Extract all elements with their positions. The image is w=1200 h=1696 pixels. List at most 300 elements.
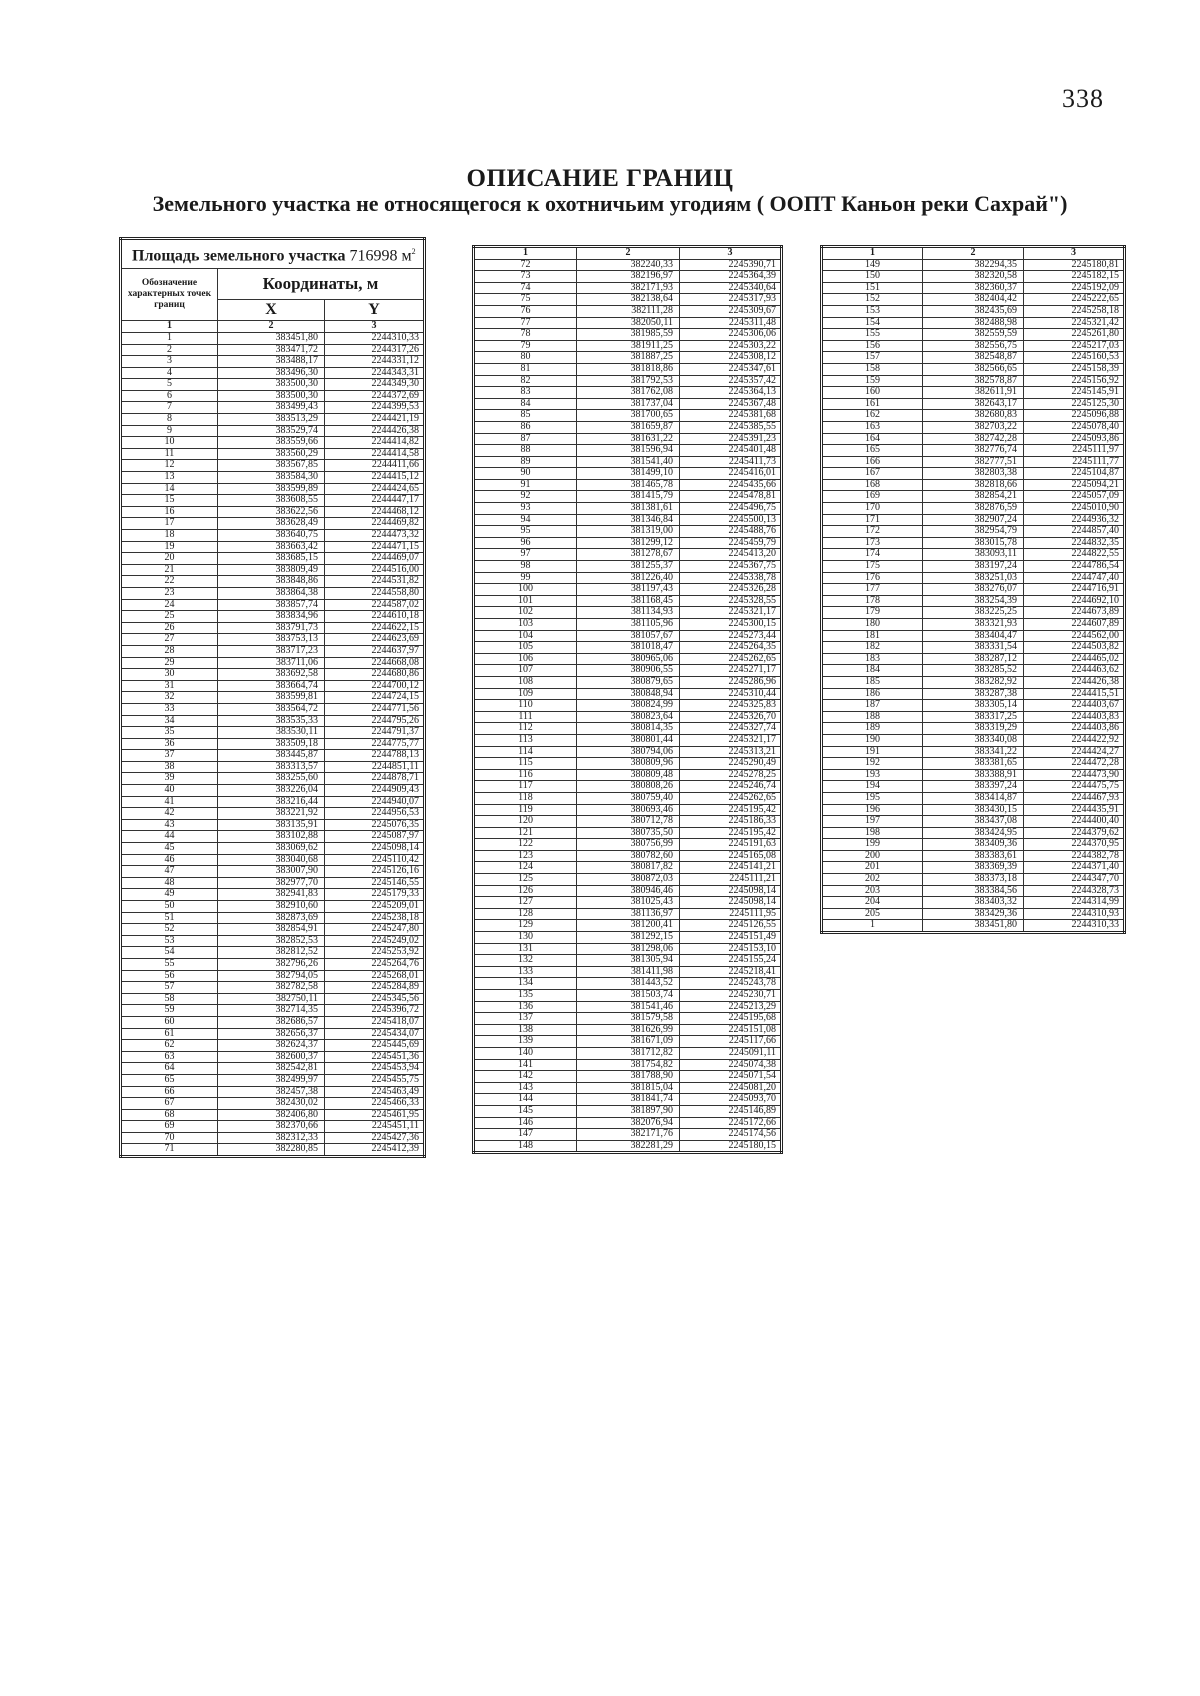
x-coordinate: 381197,43 [577,584,680,596]
y-coordinate: 2244622,15 [325,622,425,634]
x-coordinate: 381503,74 [577,990,680,1002]
table-row [121,738,425,750]
table-row [121,750,425,762]
table-row [474,758,782,770]
y-coordinate: 2245057,09 [1024,491,1125,503]
y-coordinate: 2244724,15 [325,692,425,704]
table-row [474,816,782,828]
table-row [822,363,1125,375]
x-coordinate: 383560,29 [217,448,324,460]
y-coordinate: 2245195,68 [680,1013,782,1025]
x-coordinate: 382578,87 [923,375,1024,387]
table-row [121,1063,425,1075]
table-row [121,611,425,623]
y-coordinate: 2245435,66 [680,479,782,491]
x-coordinate: 381411,98 [577,966,680,978]
point-number: 166 [822,456,923,468]
table-row [474,862,782,874]
y-coordinate: 2245427,36 [325,1132,425,1144]
x-coordinate: 381897,90 [577,1105,680,1117]
point-number: 89 [474,456,577,468]
table-row [121,645,425,657]
x-coordinate: 382643,17 [923,398,1024,410]
table-row [474,676,782,688]
table-row [822,920,1125,933]
point-number: 194 [822,781,923,793]
point-number: 195 [822,792,923,804]
x-coordinate: 382941,83 [217,889,324,901]
y-coordinate: 2245264,35 [680,642,782,654]
table-row [474,1059,782,1071]
table-row [121,483,425,495]
table-row [121,843,425,855]
point-number: 99 [474,572,577,584]
table-row [474,943,782,955]
table-row [822,271,1125,283]
table-row [121,414,425,426]
x-coordinate: 383559,66 [217,437,324,449]
area-label: Площадь земельного участка [132,247,346,265]
table-row [474,584,782,596]
table-row [121,924,425,936]
y-coordinate: 2244465,02 [1024,653,1125,665]
point-number: 42 [121,808,218,820]
table-row [822,595,1125,607]
table-row [121,541,425,553]
x-coordinate: 382776,74 [923,445,1024,457]
point-number: 38 [121,761,218,773]
table-row [822,375,1125,387]
x-coordinate: 383500,30 [217,390,324,402]
x-coordinate: 382435,69 [923,305,1024,317]
point-number: 203 [822,885,923,897]
table-row [474,549,782,561]
y-coordinate: 2245074,38 [680,1059,782,1071]
point-number: 75 [474,294,577,306]
table-row [822,317,1125,329]
table-row [822,676,1125,688]
y-coordinate: 2245195,42 [680,804,782,816]
x-coordinate: 383341,22 [923,746,1024,758]
point-number: 5 [121,379,218,391]
x-coordinate: 381887,25 [577,352,680,364]
y-coordinate: 2245463,49 [325,1086,425,1098]
table-row [822,665,1125,677]
point-number: 155 [822,329,923,341]
x-coordinate: 381134,93 [577,607,680,619]
y-coordinate: 2245246,74 [680,781,782,793]
x-coordinate: 382742,28 [923,433,1024,445]
y-coordinate: 2244822,55 [1024,549,1125,561]
y-coordinate: 2245303,22 [680,340,782,352]
x-coordinate: 381226,40 [577,572,680,584]
table-row [121,877,425,889]
x-coordinate: 380735,50 [577,827,680,839]
table-row [474,1047,782,1059]
point-number: 65 [121,1074,218,1086]
x-coordinate: 381659,87 [577,421,680,433]
table-row [474,329,782,341]
x-coordinate: 383564,72 [217,703,324,715]
y-coordinate: 2244791,37 [325,727,425,739]
x-coordinate: 383093,11 [923,549,1024,561]
table-row [474,514,782,526]
x-coordinate: 383529,74 [217,425,324,437]
x-coordinate: 382542,81 [217,1063,324,1075]
x-coordinate: 382404,42 [923,294,1024,306]
y-coordinate: 2244372,69 [325,390,425,402]
y-coordinate: 2244403,83 [1024,711,1125,723]
x-coordinate: 381631,22 [577,433,680,445]
point-number: 128 [474,908,577,920]
table-row [121,599,425,611]
point-number: 193 [822,769,923,781]
table-row [474,572,782,584]
x-coordinate: 383451,80 [923,920,1024,933]
point-number: 28 [121,645,218,657]
y-coordinate: 2245096,88 [1024,410,1125,422]
y-coordinate: 2245271,17 [680,665,782,677]
point-number: 178 [822,595,923,607]
x-coordinate: 382556,75 [923,340,1024,352]
point-number: 134 [474,978,577,990]
x-coordinate: 383445,87 [217,750,324,762]
point-number: 35 [121,727,218,739]
table-row [121,1086,425,1098]
y-coordinate: 2244426,38 [1024,676,1125,688]
y-coordinate: 2245313,21 [680,746,782,758]
table-row [121,854,425,866]
y-coordinate: 2244310,33 [325,332,425,344]
table-row [822,294,1125,306]
table-row [121,518,425,530]
y-coordinate: 2245098,14 [325,843,425,855]
table-row [474,827,782,839]
point-number: 72 [474,259,577,271]
x-coordinate: 383340,08 [923,734,1024,746]
point-number: 175 [822,561,923,573]
y-coordinate: 2244424,65 [325,483,425,495]
y-coordinate: 2245413,20 [680,549,782,561]
y-coordinate: 2244400,40 [1024,816,1125,828]
point-number: 192 [822,758,923,770]
x-coordinate: 383608,55 [217,495,324,507]
table-row [121,680,425,692]
table-row [474,363,782,375]
table-row [822,479,1125,491]
coordinates-table-1 [119,237,426,1158]
table-row [474,352,782,364]
x-coordinate: 382138,64 [577,294,680,306]
point-number: 87 [474,433,577,445]
table-row [474,1071,782,1083]
point-number: 100 [474,584,577,596]
x-coordinate: 382360,37 [923,282,1024,294]
y-coordinate: 2245141,21 [680,862,782,874]
x-coordinate: 382281,29 [577,1140,680,1153]
y-coordinate: 2245321,17 [680,607,782,619]
table-row [822,908,1125,920]
table-row [474,897,782,909]
x-coordinate: 382240,33 [577,259,680,271]
table-row [474,723,782,735]
y-coordinate: 2245434,07 [325,1028,425,1040]
y-coordinate: 2245310,44 [680,688,782,700]
y-coordinate: 2244473,90 [1024,769,1125,781]
table-row [822,526,1125,538]
table-row [121,785,425,797]
y-coordinate: 2245191,63 [680,839,782,851]
point-number: 71 [121,1144,218,1157]
table-row [121,958,425,970]
table-row [474,630,782,642]
table-row [474,932,782,944]
point-number: 180 [822,619,923,631]
x-coordinate: 381415,79 [577,491,680,503]
x-coordinate: 380872,03 [577,874,680,886]
x-coordinate: 382430,02 [217,1098,324,1110]
y-coordinate: 2244771,56 [325,703,425,715]
table-row [121,553,425,565]
y-coordinate: 2245172,66 [680,1117,782,1129]
y-coordinate: 2245412,39 [325,1144,425,1157]
table-row [474,1013,782,1025]
point-number: 135 [474,990,577,1002]
point-number: 164 [822,433,923,445]
table-row [121,564,425,576]
y-header: Y [325,300,425,321]
point-number: 140 [474,1047,577,1059]
x-coordinate: 382876,59 [923,503,1024,515]
table-row [822,329,1125,341]
y-coordinate: 2244473,32 [325,530,425,542]
y-coordinate: 2245098,14 [680,897,782,909]
table-row [474,398,782,410]
table-row [474,433,782,445]
y-coordinate: 2245230,71 [680,990,782,1002]
y-coordinate: 2245111,21 [680,874,782,886]
point-number: 7 [121,402,218,414]
table-row [121,367,425,379]
y-coordinate: 2245286,96 [680,676,782,688]
x-coordinate: 380782,60 [577,850,680,862]
table-row [121,993,425,1005]
table-row [822,387,1125,399]
x-coordinate: 380712,78 [577,816,680,828]
x-coordinate: 383285,52 [923,665,1024,677]
table-row [474,955,782,967]
point-number: 81 [474,363,577,375]
y-coordinate: 2245078,40 [1024,421,1125,433]
x-coordinate: 382907,24 [923,514,1024,526]
y-coordinate: 2244558,80 [325,587,425,599]
point-number: 112 [474,723,577,735]
point-number: 199 [822,839,923,851]
x-coordinate: 383471,72 [217,344,324,356]
table-row [121,889,425,901]
y-coordinate: 2245488,76 [680,526,782,538]
x-coordinate: 383221,92 [217,808,324,820]
table-row [474,1082,782,1094]
x-coordinate: 381671,09 [577,1036,680,1048]
point-number: 63 [121,1051,218,1063]
y-coordinate: 2245126,16 [325,866,425,878]
point-number: 19 [121,541,218,553]
y-coordinate: 2245217,03 [1024,340,1125,352]
table-row [474,595,782,607]
point-number: 168 [822,479,923,491]
table-row [121,472,425,484]
y-coordinate: 2245364,13 [680,387,782,399]
x-coordinate: 382782,58 [217,982,324,994]
y-coordinate: 2244680,86 [325,669,425,681]
point-number: 69 [121,1121,218,1133]
table-row [822,804,1125,816]
y-coordinate: 2245010,90 [1024,503,1125,515]
x-header: X [217,300,324,321]
point-number: 132 [474,955,577,967]
x-coordinate: 383216,44 [217,796,324,808]
point-number: 41 [121,796,218,808]
y-coordinate: 2245411,73 [680,456,782,468]
table-row [822,282,1125,294]
point-number: 84 [474,398,577,410]
y-coordinate: 2245180,15 [680,1140,782,1153]
point-number: 44 [121,831,218,843]
y-coordinate: 2244610,18 [325,611,425,623]
y-coordinate: 2244775,77 [325,738,425,750]
point-number: 147 [474,1129,577,1141]
point-number: 4 [121,367,218,379]
x-coordinate: 381168,45 [577,595,680,607]
point-number: 204 [822,897,923,909]
y-coordinate: 2244692,10 [1024,595,1125,607]
point-number: 82 [474,375,577,387]
point-number: 48 [121,877,218,889]
table-row [121,1109,425,1121]
table-row [474,1024,782,1036]
x-coordinate: 383225,25 [923,607,1024,619]
document-subtitle: Земельного участка не относящегося к охотничьим угодиям ( ООПТ Каньон реки Сахрай") [152,191,1068,216]
y-coordinate: 2245459,79 [680,537,782,549]
point-number: 148 [474,1140,577,1153]
y-coordinate: 2244747,40 [1024,572,1125,584]
x-coordinate: 383664,74 [217,680,324,692]
x-coordinate: 383313,57 [217,761,324,773]
y-coordinate: 2244857,40 [1024,526,1125,538]
point-number: 102 [474,607,577,619]
table-row [474,479,782,491]
y-coordinate: 2244673,89 [1024,607,1125,619]
y-coordinate: 2245461,95 [325,1109,425,1121]
table-row [121,796,425,808]
col-number: 1 [474,247,577,260]
x-coordinate: 382977,70 [217,877,324,889]
x-coordinate: 380756,99 [577,839,680,851]
table-row [822,792,1125,804]
point-number: 57 [121,982,218,994]
point-number: 110 [474,700,577,712]
point-number: 184 [822,665,923,677]
x-coordinate: 381911,25 [577,340,680,352]
x-coordinate: 382600,37 [217,1051,324,1063]
table-row [822,734,1125,746]
y-coordinate: 2245071,54 [680,1071,782,1083]
y-coordinate: 2244317,26 [325,344,425,356]
x-coordinate: 381712,82 [577,1047,680,1059]
y-coordinate: 2245451,11 [325,1121,425,1133]
y-coordinate: 2244421,19 [325,414,425,426]
x-coordinate: 380801,44 [577,734,680,746]
x-coordinate: 383530,11 [217,727,324,739]
table-row [474,1094,782,1106]
table-row [121,657,425,669]
table-row [121,437,425,449]
table-row [474,526,782,538]
y-coordinate: 2244503,82 [1024,642,1125,654]
x-coordinate: 381792,53 [577,375,680,387]
point-number: 78 [474,329,577,341]
table-row [474,375,782,387]
x-coordinate: 381541,40 [577,456,680,468]
y-coordinate: 2244468,12 [325,506,425,518]
x-coordinate: 383424,95 [923,827,1024,839]
point-number: 177 [822,584,923,596]
point-number: 21 [121,564,218,576]
table-row [822,700,1125,712]
y-coordinate: 2245151,08 [680,1024,782,1036]
point-number: 96 [474,537,577,549]
x-coordinate: 382196,97 [577,271,680,283]
table-row [121,448,425,460]
point-number: 151 [822,282,923,294]
point-number: 127 [474,897,577,909]
table-row [474,966,782,978]
point-number: 137 [474,1013,577,1025]
y-coordinate: 2245367,48 [680,398,782,410]
x-coordinate: 381443,52 [577,978,680,990]
table-row [121,1051,425,1063]
y-coordinate: 2245258,18 [1024,305,1125,317]
y-coordinate: 2245156,92 [1024,375,1125,387]
table-row [822,503,1125,515]
x-coordinate: 381579,58 [577,1013,680,1025]
table-row [121,379,425,391]
x-coordinate: 383015,78 [923,537,1024,549]
table-row [822,781,1125,793]
table-row [822,619,1125,631]
table-row [474,688,782,700]
y-coordinate: 2245309,67 [680,305,782,317]
table-row [822,352,1125,364]
y-coordinate: 2244700,12 [325,680,425,692]
x-coordinate: 383135,91 [217,819,324,831]
x-coordinate: 381818,86 [577,363,680,375]
coordinates-header: Координаты, м [217,269,424,300]
col-number: 2 [217,321,324,333]
table-row [474,839,782,851]
x-coordinate: 381754,82 [577,1059,680,1071]
point-number: 3 [121,356,218,368]
table-row [474,1117,782,1129]
y-coordinate: 2245391,23 [680,433,782,445]
point-number: 17 [121,518,218,530]
point-number: 39 [121,773,218,785]
x-coordinate: 383197,24 [923,561,1024,573]
table-row [474,700,782,712]
col-number: 2 [923,247,1024,260]
point-number: 26 [121,622,218,634]
